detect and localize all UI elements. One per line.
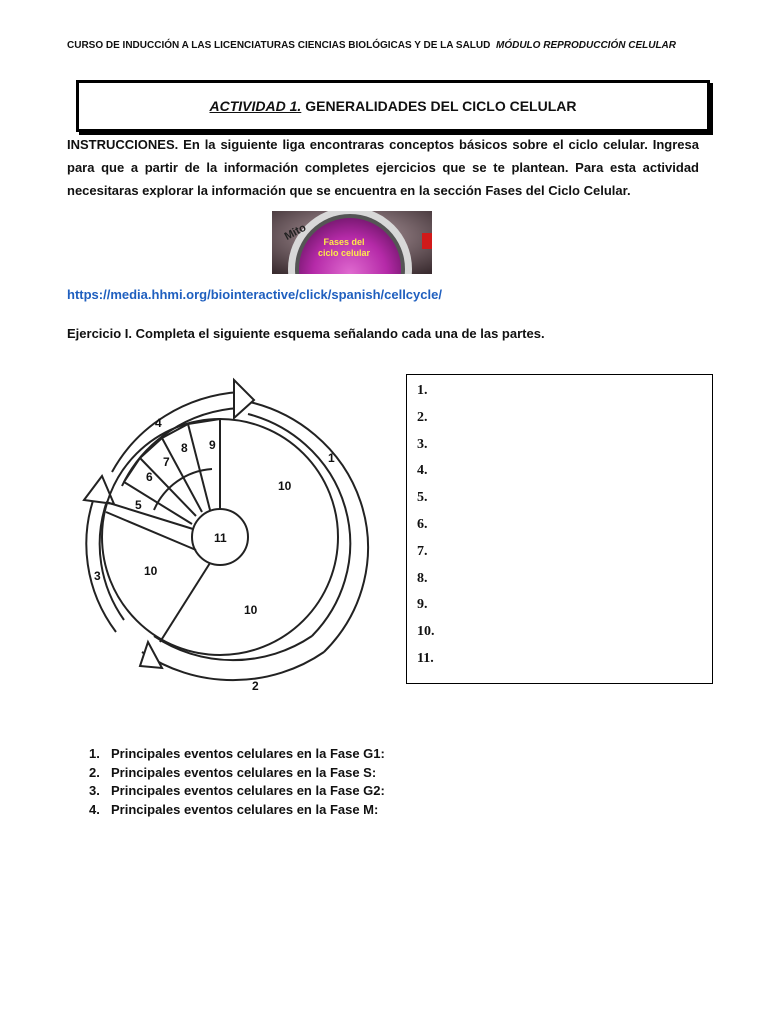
label-9: 9 bbox=[209, 438, 216, 452]
label-5: 5 bbox=[135, 498, 142, 512]
answer-line[interactable]: 3. bbox=[417, 436, 428, 452]
label-2: 2 bbox=[252, 679, 259, 693]
instructions-paragraph: INSTRUCCIONES. En la siguiente liga encontraras conceptos básicos sobre el ciclo celular. Ingresa para que a partir de la información completes ejercicios que se te plantean. Para esta actividad necesitaras explorar la información que se encuentra en la sección Fases del Ciclo Celular. bbox=[67, 137, 699, 198]
answer-line[interactable]: 4. bbox=[417, 463, 428, 479]
arrowhead-bottom bbox=[140, 642, 162, 668]
answer-line[interactable]: 1. bbox=[417, 383, 428, 398]
label-10-left: 10 bbox=[144, 564, 158, 578]
question-number: 3. bbox=[89, 783, 100, 798]
label-3: 3 bbox=[94, 569, 101, 583]
question-item bbox=[67, 745, 385, 764]
question-number: 4. bbox=[89, 801, 100, 817]
cell-cycle-svg bbox=[62, 372, 402, 702]
banner-label-line1: Fases del bbox=[323, 237, 365, 247]
question-text: Principales eventos celulares en la Fase G1: bbox=[111, 746, 385, 761]
header-course: CURSO DE INDUCCIÓN A LAS LICENCIATURAS CIENCIAS BIOLÓGICAS Y DE LA SALUD bbox=[67, 40, 491, 51]
question-item bbox=[67, 782, 385, 801]
question-number: 2. bbox=[89, 764, 100, 780]
exercise-1-prompt: Ejercicio I. Completa el siguiente esquema señalando cada una de las partes. bbox=[67, 326, 545, 341]
answer-list bbox=[407, 375, 712, 675]
answer-line[interactable]: 10. bbox=[417, 624, 435, 640]
activity-number: ACTIVIDAD 1. bbox=[209, 98, 302, 114]
label-8: 8 bbox=[181, 441, 188, 455]
answer-line[interactable]: 8. bbox=[417, 570, 428, 586]
label-4: 4 bbox=[155, 416, 162, 430]
label-10-bottom: 10 bbox=[244, 603, 258, 617]
label-11: 11 bbox=[214, 531, 227, 545]
question-text: Principales eventos celulares en la Fase S: bbox=[111, 764, 377, 780]
label-7: 7 bbox=[163, 455, 170, 469]
activity-title: GENERALIDADES DEL CICLO CELULAR bbox=[305, 98, 577, 114]
cell-cycle-banner-image[interactable] bbox=[272, 211, 432, 274]
label-10-top: 10 bbox=[278, 479, 292, 493]
question-text: Principales eventos celulares en la Fase G2: bbox=[111, 783, 385, 798]
answer-line[interactable]: 11. bbox=[417, 650, 434, 666]
answer-line[interactable]: 5. bbox=[417, 490, 428, 506]
banner-arc-text: Mito bbox=[282, 221, 309, 243]
arrowhead-top bbox=[234, 380, 254, 418]
header-module: MÓDULO REPRODUCCIÓN CELULAR bbox=[496, 40, 676, 51]
activity-title-box bbox=[76, 80, 710, 132]
answer-line[interactable]: 9. bbox=[417, 597, 428, 613]
label-6: 6 bbox=[146, 470, 153, 484]
hhmi-link[interactable]: https://media.hhmi.org/biointeractive/click/spanish/cellcycle/ bbox=[67, 287, 442, 302]
banner-label-line2: ciclo celular bbox=[317, 248, 371, 258]
answer-line[interactable]: 7. bbox=[417, 543, 428, 559]
label-1: 1 bbox=[328, 451, 335, 465]
questions-list bbox=[67, 745, 385, 819]
question-number: 1. bbox=[89, 746, 100, 761]
question-text: Principales eventos celulares en la Fase M: bbox=[111, 801, 379, 817]
question-item bbox=[67, 764, 385, 783]
answer-line[interactable]: 6. bbox=[417, 516, 428, 532]
question-item bbox=[67, 801, 385, 820]
banner-graphic bbox=[272, 211, 432, 274]
arrowhead-left bbox=[84, 476, 114, 504]
arrow-phase-2 bbox=[142, 652, 324, 680]
cell-cycle-diagram bbox=[62, 372, 402, 702]
answer-box bbox=[406, 374, 713, 684]
answer-line[interactable]: 2. bbox=[417, 409, 428, 425]
